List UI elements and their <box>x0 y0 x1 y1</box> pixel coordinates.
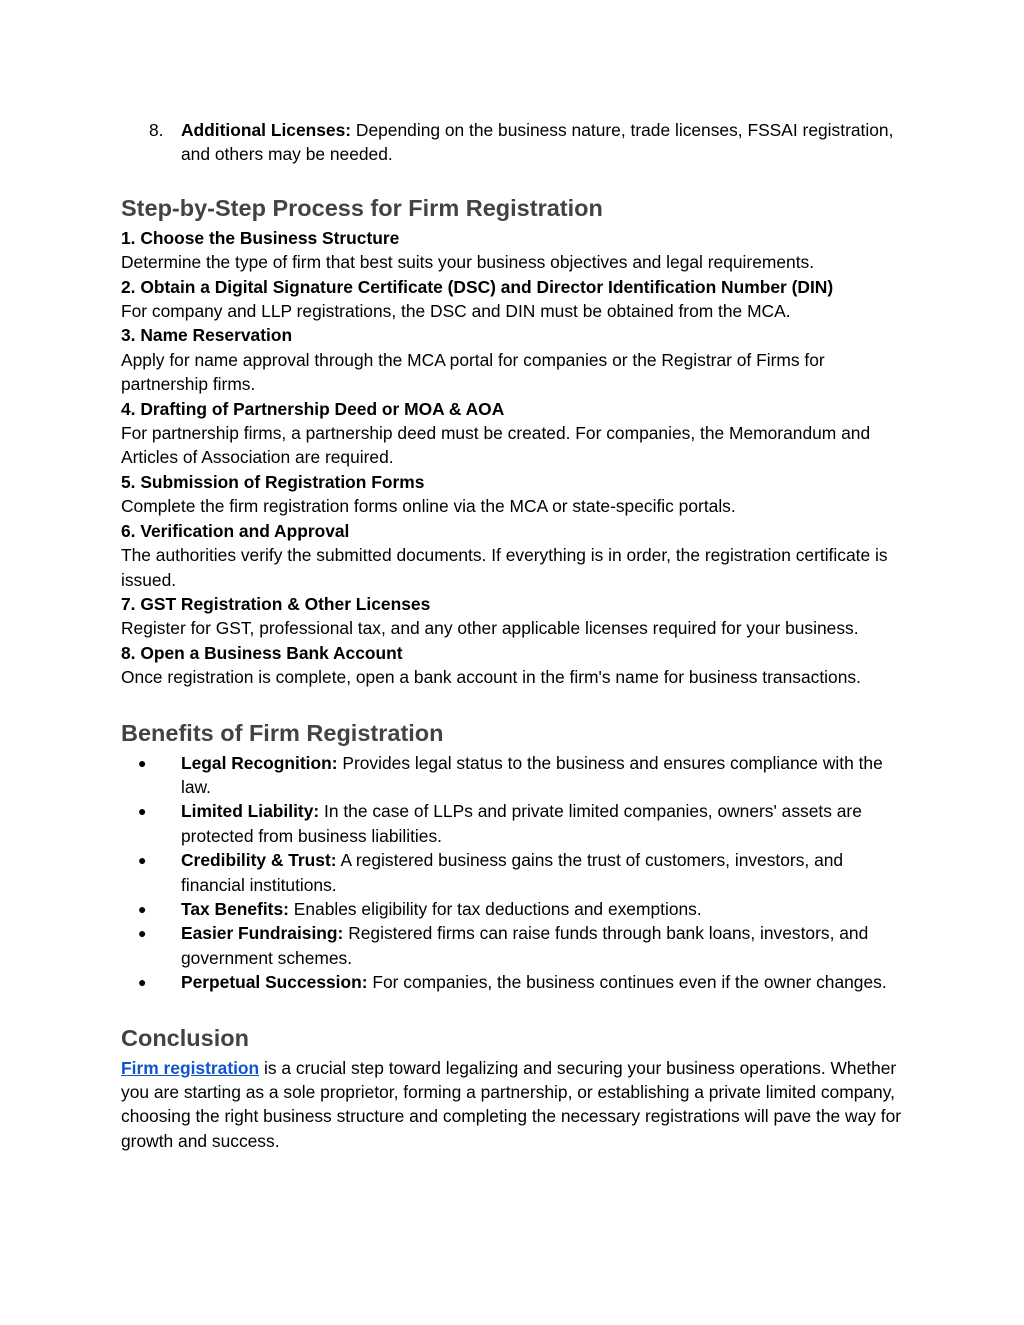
bullet-icon: ● <box>138 974 147 991</box>
benefit-item <box>121 897 911 921</box>
bullet-icon: ● <box>138 925 147 942</box>
benefit-label: Legal Recognition: <box>181 752 338 773</box>
benefit-text: A registered business gains the trust of customers, investors, and financial institutions. <box>181 850 844 895</box>
benefit-item <box>121 751 911 800</box>
step-title: 1. Choose the Business Structure <box>121 227 400 248</box>
list-number: 8. <box>149 120 164 140</box>
benefit-text: Provides legal status to the business and ensures compliance with the law. <box>181 752 883 797</box>
step-description: Apply for name approval through the MCA portal for companies or the Registrar of Firms for partnership firms. <box>121 349 825 395</box>
bullet-icon: ● <box>138 900 147 917</box>
steps-heading: Step-by-Step Process for Firm Registration <box>121 194 603 221</box>
step-description: Once registration is complete, open a bank account in the firm's name for business transactions. <box>121 667 861 688</box>
step-description: The authorities verify the submitted documents. If everything is in order, the registration certificate is issued. <box>121 545 888 590</box>
step-description: Complete the firm registration forms online via the MCA or state-specific portals. <box>121 496 736 517</box>
benefits-list <box>121 751 911 995</box>
list-item-text: Depending on the business nature, trade licenses, FSSAI registration, and others may be needed. <box>181 120 894 165</box>
numbered-list-item <box>121 118 911 167</box>
benefit-label: Perpetual Succession: <box>181 972 368 993</box>
benefit-label: Tax Benefits: <box>181 898 289 919</box>
benefit-label: Credibility & Trust: <box>181 850 337 871</box>
conclusion-text: is a crucial step toward legalizing and securing your business operations. Whether you are starting as a sole proprietor, forming a partnership, or establishing a private limited company, choosing the right business structure and completing the necessary registrations will pave the way for growth and success. <box>121 1057 902 1151</box>
list-item-label: Additional Licenses: <box>181 120 352 140</box>
bullet-icon: ● <box>138 803 147 820</box>
step-title: 2. Obtain a Digital Signature Certificate (DSC) and Director Identification Number (DIN) <box>121 276 834 297</box>
benefit-text: For companies, the business continues even if the owner changes. <box>367 972 887 993</box>
benefit-text: In the case of LLPs and private limited companies, owners' assets are protected from business liabilities. <box>181 801 862 846</box>
benefit-text: Enables eligibility for tax deductions and exemptions. <box>288 898 702 919</box>
conclusion-heading: Conclusion <box>121 1024 249 1051</box>
benefit-label: Limited Liability: <box>181 801 320 822</box>
benefits-heading: Benefits of Firm Registration <box>121 719 444 746</box>
conclusion-paragraph <box>121 1056 911 1154</box>
step-description: For partnership firms, a partnership deed must be created. For companies, the Memorandum and Articles of Association are required. <box>121 423 871 468</box>
step-title: 8. Open a Business Bank Account <box>121 642 403 663</box>
benefit-text: Registered firms can raise funds through bank loans, investors, and government schemes. <box>181 923 869 968</box>
step-title: 7. GST Registration & Other Licenses <box>121 593 431 614</box>
benefit-label: Easier Fundraising: <box>181 923 344 944</box>
step-description: Register for GST, professional tax, and any other applicable licenses required for your business. <box>121 618 859 639</box>
steps-list <box>121 226 911 690</box>
bullet-icon: ● <box>138 754 147 771</box>
bullet-icon: ● <box>138 852 147 869</box>
step-title: 5. Submission of Registration Forms <box>121 471 425 492</box>
firm-registration-link[interactable]: Firm registration <box>121 1057 260 1078</box>
step-description: For company and LLP registrations, the DSC and DIN must be obtained from the MCA. <box>121 301 791 322</box>
step-description: Determine the type of firm that best suits your business objectives and legal requirements. <box>121 252 815 273</box>
step-title: 3. Name Reservation <box>121 325 293 346</box>
benefit-item <box>121 799 911 848</box>
step-title: 4. Drafting of Partnership Deed or MOA & AOA <box>121 398 505 419</box>
benefit-item <box>121 970 911 994</box>
benefit-item <box>121 921 911 970</box>
document-page <box>121 118 911 1153</box>
benefit-item <box>121 848 911 897</box>
step-title: 6. Verification and Approval <box>121 520 350 541</box>
